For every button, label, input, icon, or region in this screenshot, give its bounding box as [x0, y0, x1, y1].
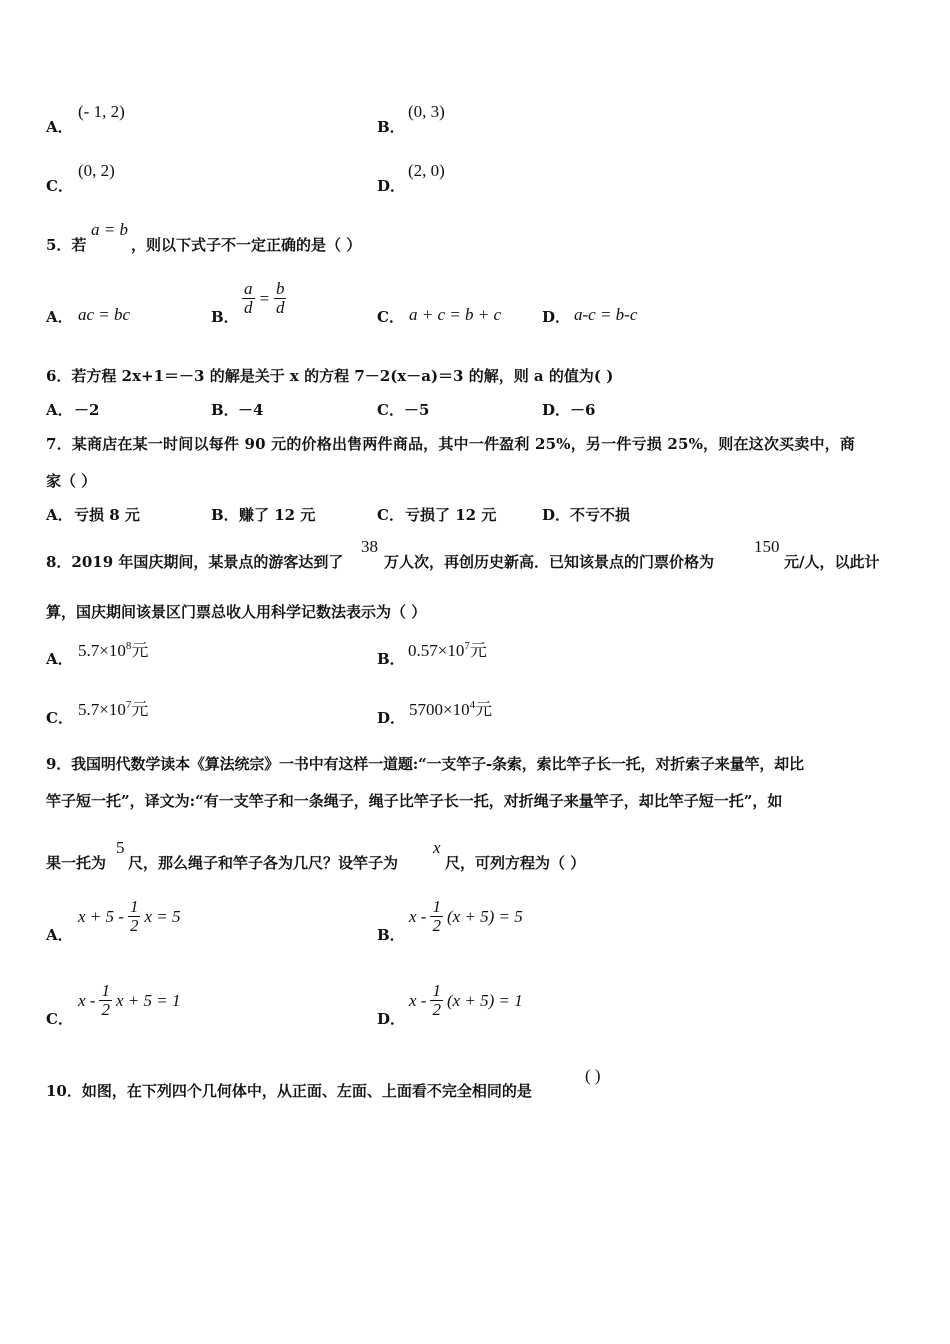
fraction-one-half: $\frac{1}{2}$ — [432, 981, 441, 1019]
q7-option-b-value: 赚了 12 元 — [239, 506, 316, 524]
q7-stem-line2: 家（ ） — [46, 472, 97, 490]
q6-option-b-value: －4 — [238, 401, 264, 419]
q4-option-d-label: D． — [377, 177, 406, 195]
q8-option-a-value: $5.7\times 10^8$元 — [78, 640, 149, 660]
q9-option-d-label: D． — [377, 1010, 406, 1028]
q7-option-c-label: C． — [377, 506, 404, 524]
q8-ticket-price: 150 — [754, 537, 780, 556]
q5-option-a-label: A． — [46, 308, 73, 326]
q4-option-b-value: (0, 3) — [408, 102, 445, 121]
q6-option-b-label: B． — [211, 401, 239, 419]
q9-option-d-value: x - $\frac{1}{2}$ (x + 5) = 1 — [409, 981, 523, 1019]
fraction-b-over-d: $\frac{b}{d}$ — [275, 279, 285, 317]
q9-line3-part2: 尺，那么绳子和竿子各为几尺？设竿子为 — [128, 854, 399, 872]
q7-option-a-label: A． — [46, 506, 73, 524]
q6-option-d-label: D． — [542, 401, 571, 419]
q5-option-b-value: $\frac{a}{d}$ = $\frac{b}{d}$ — [244, 279, 285, 317]
q8-option-c-label: C． — [46, 709, 73, 727]
q5-option-d-label: D． — [542, 308, 571, 326]
q6-option-a-label: A． — [46, 401, 73, 419]
fraction-a-over-d: $\frac{a}{d}$ — [244, 279, 253, 317]
q5-option-a-value: ac = bc — [78, 305, 131, 324]
q4-option-a-value: (- 1, 2) — [78, 102, 125, 121]
q5-suffix: ，则以下式子不一定正确的是（ ） — [131, 236, 362, 254]
q5-condition: a = b — [91, 220, 128, 239]
q4-option-a-label: A． — [46, 118, 73, 136]
q9-line2: 竿子短一托”，译文为:“有一支竿子和一条绳子，绳子比竿子长一托，对折绳子来量竿子，却比竿子短一托”，如 — [46, 792, 783, 810]
q9-line3-part1: 果一托为 — [46, 854, 107, 872]
q4-option-d-value: (2, 0) — [408, 161, 445, 180]
q9-option-a-label: A． — [46, 926, 73, 944]
q6-stem: 6．若方程 2x+1＝－3 的解是关于 x 的方程 7－2(x－a)＝3 的解，则 a 的值为( ) — [46, 367, 614, 385]
q7-stem-line1: 7．某商店在某一时间以每件 90 元的价格出售两件商品，其中一件盈利 25%，另一件亏损 25%，则在这次买卖中，商 — [46, 435, 856, 453]
q9-option-c-label: C． — [46, 1010, 73, 1028]
q8-option-b-label: B． — [377, 650, 405, 668]
q4-option-b-label: B． — [377, 118, 405, 136]
fraction-one-half: $\frac{1}{2}$ — [129, 897, 139, 935]
q7-option-c-value: 亏损了 12 元 — [405, 506, 497, 524]
q10-answer-paren: ( ) — [585, 1066, 601, 1085]
q9-five: 5 — [116, 838, 125, 857]
q5-option-d-value: a-c = b-c — [574, 305, 638, 324]
fraction-one-half: $\frac{1}{2}$ — [101, 981, 110, 1019]
q6-option-a-value: －2 — [74, 401, 100, 419]
q8-line2: 算，国庆期间该景区门票总收人用科学记数法表示为（ ） — [46, 603, 427, 621]
q8-part1: 8．2019 年国庆期间，某景点的游客达到了 — [46, 553, 344, 571]
q6-option-c-label: C． — [377, 401, 404, 419]
q8-visitors-number: 38 — [361, 537, 378, 556]
q9-option-a-value: x + 5 - $\frac{1}{2}$ x = 5 — [78, 897, 181, 935]
q6-option-c-value: －5 — [404, 401, 430, 419]
q8-part3: 元/人，以此计 — [784, 553, 880, 571]
q7-option-b-label: B． — [211, 506, 239, 524]
q8-part2: 万人次，再创历史新高．已知该景点的门票价格为 — [384, 553, 715, 571]
q7-option-d-label: D． — [542, 506, 571, 524]
q5-option-b-label: B． — [211, 308, 239, 326]
q5-prefix: 5．若 — [46, 236, 87, 254]
q8-option-d-value: $5700\times 10^4$元 — [409, 699, 493, 719]
q4-option-c-value: (0, 2) — [78, 161, 115, 180]
q10-stem: 10．如图，在下列四个几何体中，从正面、左面、上面看不完全相同的是 — [46, 1082, 532, 1100]
q8-option-c-value: $5.7\times 10^7$元 — [78, 699, 149, 719]
q4-option-c-label: C． — [46, 177, 73, 195]
q6-option-d-value: －6 — [570, 401, 596, 419]
q9-line1: 9．我国明代数学读本《算法统宗》一书中有这样一道题:“一支竿子-条索，索比竿子长一托，对折索子来量竿，却比 — [46, 755, 804, 773]
fraction-one-half: $\frac{1}{2}$ — [432, 897, 441, 935]
q9-option-b-label: B． — [377, 926, 405, 944]
q9-option-c-value: x - $\frac{1}{2}$ x + 5 = 1 — [78, 981, 181, 1019]
q9-option-b-value: x - $\frac{1}{2}$ (x + 5) = 5 — [409, 897, 523, 935]
q7-option-d-value: 不亏不损 — [570, 506, 631, 524]
q9-line3-part3: 尺，可列方程为（ ） — [445, 854, 586, 872]
q8-option-b-value: $0.57\times 10^7$元 — [408, 640, 487, 660]
q9-x-variable: x — [433, 838, 441, 857]
q5-option-c-label: C． — [377, 308, 404, 326]
q8-option-a-label: A． — [46, 650, 73, 668]
q7-option-a-value: 亏损 8 元 — [74, 506, 140, 524]
q5-option-c-value: a + c = b + c — [409, 305, 502, 324]
q8-option-d-label: D． — [377, 709, 406, 727]
